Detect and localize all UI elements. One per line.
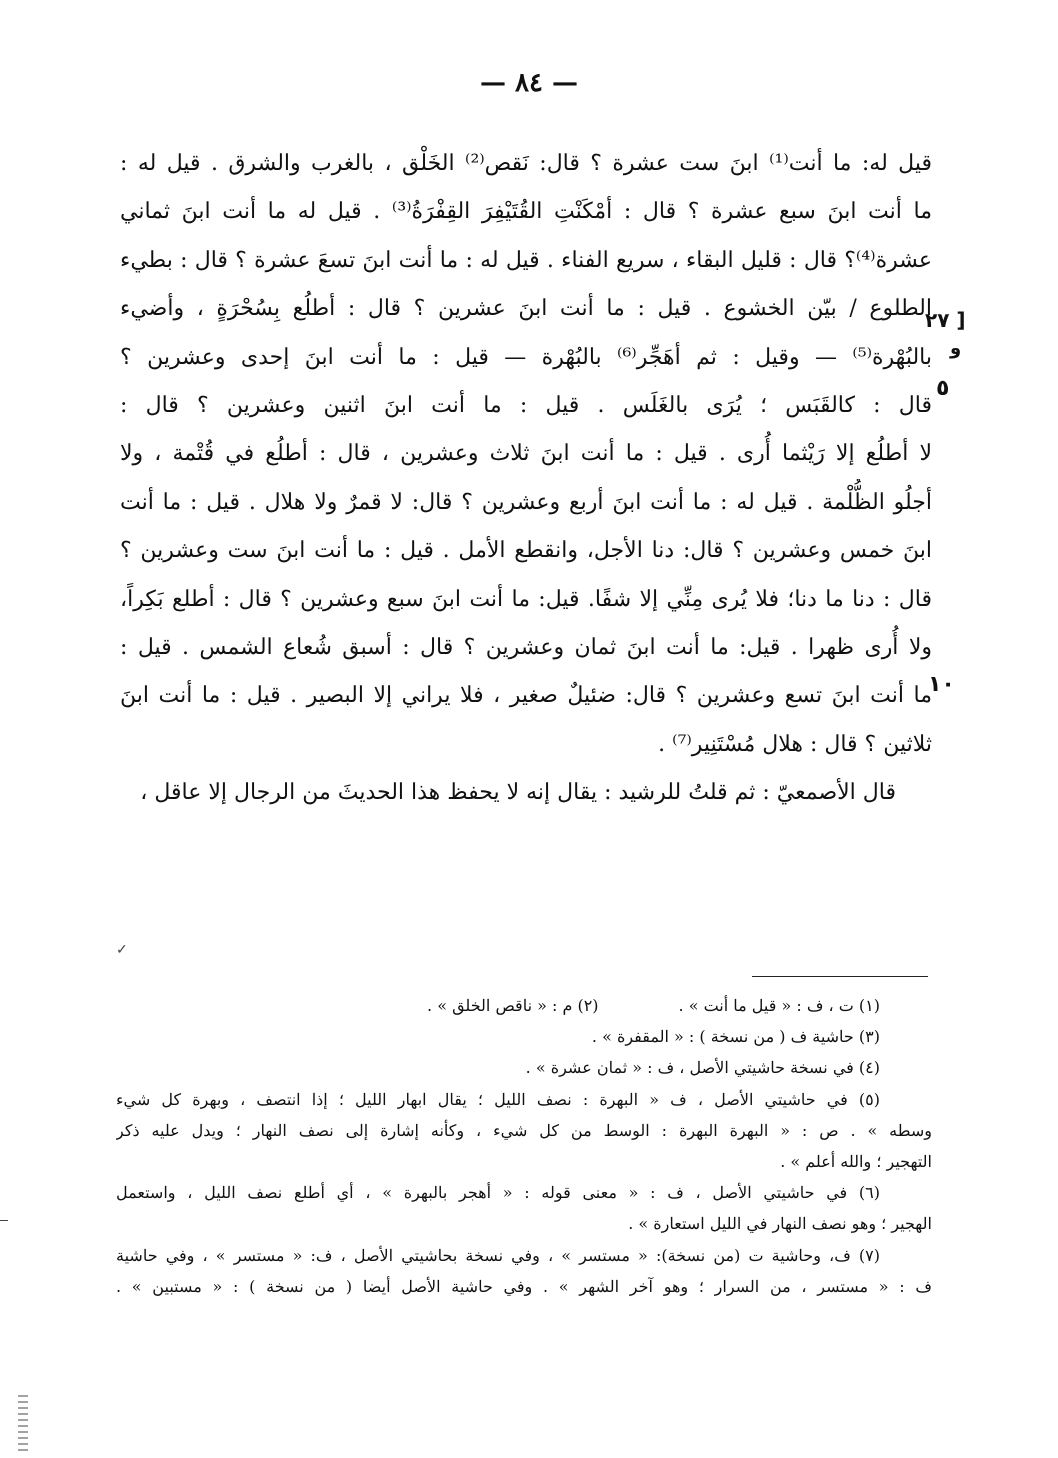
scan-edge-mark [0,1220,8,1221]
text-line-11: ولا أُرى ظهرا . قيل: ما أنت ابنَ ثمان وعشرين ؟ قال : أسبق شُعاع الشمس . قيل : [120,634,932,660]
footnote-6-line-1: (٦) في حاشيتي الأصل ، ف : « معنى قوله : « أهجر بالبهرة » ، أي أطلع نصف الليل ، واستعمل [116,1183,880,1203]
text-line-13: ثلاثين ؟ قال : هلال مُسْتَنِير⁽⁷⁾ . [658,731,932,757]
footnote-3: (٣) حاشية ف ( من نسخة ) : « المقفرة » . [591,1027,880,1047]
footnote-7-line-2: ف : « مستسر ، من السرار ؛ وهو آخر الشهر » . وفي حاشية الأصل أيضا ( من نسخة ) : « مستبين » . [116,1276,932,1296]
text-line-12: ما أنت ابنَ تسع وعشرين ؟ قال: ضئيلٌ صغير ، فلا يراني إلا البصير . قيل : ما أنت ابنَ [120,683,932,709]
footnote-5-line-1: (٥) في حاشيتي الأصل ، ف « البهرة : نصف الليل ؛ يقال ابهار الليل ؛ إذا انتصف ، وبهرة كل شيء [116,1089,880,1109]
footnote-5-line-2: وسطه » . ص : « البهرة البهرة : الوسط من كل شيء ، وكأنه إشارة إلى نصف النهار ؛ ويدل عليه ذكر [116,1120,932,1140]
text-line-8: أجلُو الظُّلْمة . قيل له : ما أنت ابنَ أربع وعشرين ؟ قال: لا قمرٌ ولا هلال . قيل : ما أنت [120,489,932,515]
text-line-1: قيل له: ما أنت⁽¹⁾ ابنَ ست عشرة ؟ قال: نَقص⁽²⁾ الخَلْق ، بالغرب والشرق . قيل له : [120,151,932,176]
text-line-14: قال الأصمعيّ : ثم قلتُ للرشيد : يقال إنه لا يحفظ هذا الحديثَ من الرجال إلا عاقل ، [140,780,896,806]
manuscript-folio-marker: [ ٢٧ [925,308,966,332]
manuscript-folio-side: و [950,338,962,359]
text-line-10: قال : دنا ما دنا؛ فلا يُرى مِنِّي إلا شفًا. قيل: ما أنت ابنَ سبع وعشرين ؟ قال : أطلع بَكِراً، [120,586,932,612]
text-line-6: قال : كالقَبَس ؛ يُرَى بالغَلَس . قيل : ما أنت ابنَ اثنين وعشرين ؟ قال : [120,392,932,418]
page-number: — ٨٤ — [479,68,579,98]
footnotes [116,990,932,1302]
footnote-7-line-1: (٧) ف، وحاشية ت (من نسخة): « مستسر » ، وفي نسخة بحاشيتي الأصل ، ف: « مستسر » ، وفي حاشية [116,1245,880,1265]
footnote-6-line-2: الهجير ؛ وهو نصف النهار في الليل استعارة » . [628,1214,932,1234]
text-line-5: بالبُهْرة⁽⁵⁾ — وقيل : ثم أهَجِّر⁽⁶⁾ بالبُهْرة — قيل : ما أنت ابنَ إحدى وعشرين ؟ [120,344,932,370]
footnote-separator [752,976,928,977]
text-line-7: لا أطلُع إلا رَيْثما أُرى . قيل : ما أنت ابنَ ثلاث وعشرين ، قال : أطلُع في قُتْمة ، ولا [120,441,932,467]
footnote-5-line-3: التهجير ؛ والله أعلم » . [780,1151,932,1171]
line-number-10: ١٠ [928,672,955,697]
footnote-4: (٤) في نسخة حاشيتي الأصل ، ف : « ثمان عشرة » . [525,1058,880,1078]
text-line-4: الطلوع / بيّن الخشوع . قيل : ما أنت ابنَ عشرين ؟ قال : أطلُع بِسُحْرَةٍ ، وأضيء [120,296,932,322]
line-number-5: ٥ [936,376,950,401]
text-line-9: ابنَ خمس وعشرين ؟ قال: دنا الأجل، وانقطع الأمل . قيل : ما أنت ابنَ ست وعشرين ؟ [120,538,932,564]
footnote-line-1 [116,990,932,1021]
main-text [120,140,932,817]
text-line-3: عشرة⁽⁴⁾؟ قال : قليل البقاء ، سريع الفناء . قيل له : ما أنت ابنَ تسعَ عشرة ؟ قال : بطيء [120,247,932,273]
footnote-1: (١) ت ، ف : « قيل ما أنت » . [678,996,880,1015]
text-line-2: ما أنت ابنَ سبع عشرة ؟ قال : أمْكَنْتِ القُتَيْفِرَ القِفْرَةُ⁽³⁾ . قيل له ما أنت ابنَ ثماني [120,199,932,225]
footnote-2: (٢) م : « ناقص الخلق » . [427,996,599,1015]
scan-binding-shadow [18,1395,28,1453]
scan-mark: ✓ [116,942,128,958]
